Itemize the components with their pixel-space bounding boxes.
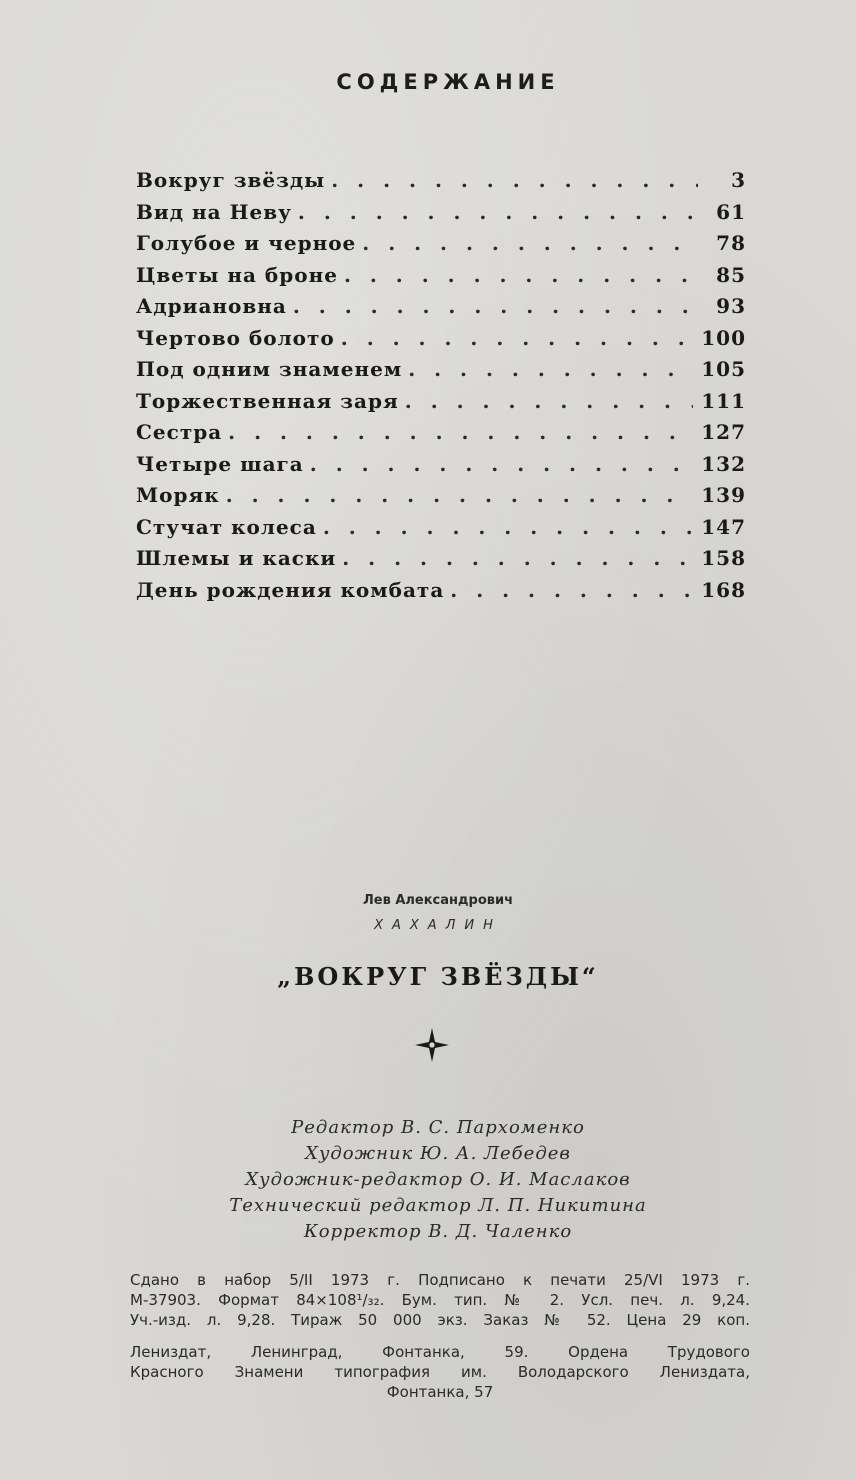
- credit-line: Художник-редактор О. И. Маслаков: [245, 1169, 631, 1190]
- toc-entry-page: 61: [716, 199, 746, 224]
- toc-entry-title: Четыре шага: [136, 451, 304, 476]
- toc-entry-title: Адриановна: [136, 294, 287, 318]
- toc-entry-page: 78: [716, 231, 746, 255]
- toc-entry: [136, 357, 746, 389]
- credit-line: Художник Ю. А. Лебедев: [305, 1143, 571, 1164]
- dot-leader: [450, 578, 693, 602]
- four-point-star-icon: [414, 1027, 450, 1063]
- imprint-line: Уч.-изд. л. 9,28. Тираж 50 000 экз. Заказ № 52. Цена 29 коп.: [130, 1311, 750, 1329]
- toc-entry-page: 100: [701, 325, 746, 350]
- toc-entry-title: Стучат колеса: [136, 514, 317, 539]
- credit-line: Редактор В. С. Пархоменко: [291, 1117, 585, 1138]
- toc-entry-title: Под одним знаменем: [136, 357, 403, 381]
- dot-leader: [226, 483, 694, 507]
- dot-leader: [331, 168, 698, 192]
- toc-entry-title: Голубое и черное: [136, 231, 357, 255]
- imprint-line: Сдано в набор 5/II 1973 г. Подписано к печати 25/VI 1973 г.: [130, 1271, 750, 1289]
- dot-leader: [405, 389, 693, 413]
- toc-entry-title: Вид на Неву: [136, 199, 292, 224]
- book-title: „ВОКРУГ ЗВЁЗДЫ“: [277, 962, 599, 991]
- dot-leader: [293, 294, 698, 318]
- dot-leader: [298, 200, 698, 224]
- toc-entry-page: 105: [701, 357, 746, 381]
- toc-entry-title: Торжественная заря: [136, 388, 399, 413]
- toc-entry-title: День рождения комбата: [136, 577, 445, 602]
- imprint-block: [130, 1270, 750, 1330]
- toc-entry: [136, 231, 746, 263]
- toc-entry-page: 147: [701, 514, 746, 539]
- publisher-line: Красного Знамени типография им. Володарского Лениздата,: [130, 1363, 750, 1381]
- table-of-contents: [136, 168, 746, 609]
- credits-block: [0, 1115, 856, 1245]
- publisher-line: Фонтанка, 57: [386, 1383, 494, 1401]
- toc-entry: [136, 263, 746, 295]
- toc-entry-page: 93: [716, 294, 746, 318]
- publisher-line: Лениздат, Ленинград, Фонтанка, 59. Ордена Трудового: [130, 1343, 750, 1361]
- toc-entry-page: 139: [701, 483, 746, 507]
- toc-entry-title: Шлемы и каски: [136, 546, 337, 570]
- toc-entry-title: Цветы на броне: [136, 262, 338, 287]
- toc-entry-title: Вокруг звёзды: [136, 168, 326, 192]
- toc-entry-page: 111: [701, 388, 746, 413]
- toc-entry-title: Чертово болото: [136, 325, 335, 350]
- toc-entry: [136, 294, 746, 326]
- toc-entry: [136, 546, 746, 578]
- toc-entry: [136, 578, 746, 610]
- toc-entry-page: 132: [701, 451, 746, 476]
- toc-entry: [136, 200, 746, 232]
- toc-entry: [136, 168, 746, 200]
- credit-line: Корректор В. Д. Чаленко: [303, 1221, 573, 1242]
- dot-leader: [342, 546, 693, 570]
- toc-entry-title: Сестра: [136, 420, 223, 444]
- dot-leader: [362, 231, 698, 255]
- toc-heading: СОДЕРЖАНИЕ: [336, 70, 560, 94]
- toc-entry-title: Моряк: [136, 483, 220, 507]
- dot-leader: [408, 357, 693, 381]
- toc-entry-page: 3: [731, 168, 746, 192]
- toc-entry-page: 168: [701, 577, 746, 602]
- toc-entry-page: 127: [701, 420, 746, 444]
- toc-entry: [136, 452, 746, 484]
- toc-entry: [136, 326, 746, 358]
- dot-leader: [310, 452, 693, 476]
- toc-entry: [136, 515, 746, 547]
- toc-entry: [136, 483, 746, 515]
- imprint-line: М-37903. Формат 84×108¹/₃₂. Бум. тип. № 2. Усл. печ. л. 9,24.: [130, 1291, 750, 1309]
- toc-entry: [136, 389, 746, 421]
- author-name: Лев Александрович: [362, 893, 514, 908]
- dot-leader: [341, 326, 693, 350]
- dot-leader: [344, 263, 698, 287]
- dot-leader: [323, 515, 693, 539]
- dot-leader: [228, 420, 693, 444]
- toc-entry-page: 85: [716, 262, 746, 287]
- toc-entry-page: 158: [701, 546, 746, 570]
- credit-line: Технический редактор Л. П. Никитина: [229, 1195, 647, 1216]
- publisher-block: [130, 1342, 750, 1402]
- author-surname: ХАХАЛИН: [374, 918, 502, 933]
- toc-entry: [136, 420, 746, 452]
